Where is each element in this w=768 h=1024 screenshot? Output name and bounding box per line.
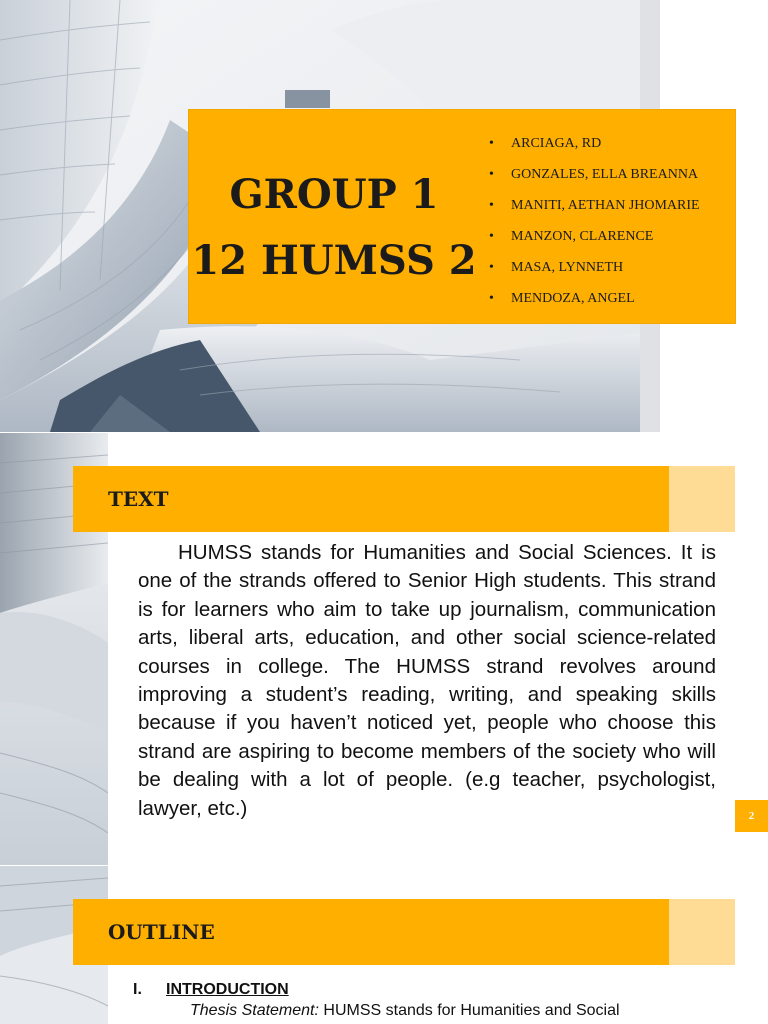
bullet-icon: • <box>489 167 494 182</box>
member-name: MANZON, CLARENCE <box>511 229 654 244</box>
section-banner <box>73 466 669 532</box>
member-name: MASA, LYNNETH <box>511 260 624 275</box>
member-name: MANITI, AETHAN JHOMARIE <box>511 198 700 213</box>
thesis-text: HUMSS stands for Humanities and Social <box>318 1002 620 1019</box>
list-item <box>489 221 700 252</box>
thesis-statement <box>190 1002 710 1020</box>
outline-number: I. <box>133 981 142 998</box>
title-slide <box>0 0 768 432</box>
bullet-icon: • <box>489 198 494 213</box>
member-name: MENDOZA, ANGEL <box>511 291 635 306</box>
list-item <box>489 159 700 190</box>
member-list <box>489 128 700 314</box>
section-title: TEXT <box>108 487 169 511</box>
group-title <box>189 162 479 294</box>
title-box <box>189 110 735 323</box>
list-item <box>489 128 700 159</box>
thesis-lead: Thesis Statement: <box>190 1002 319 1019</box>
bullet-icon: • <box>489 229 494 244</box>
bullet-icon: • <box>489 291 494 306</box>
list-item <box>489 190 700 221</box>
member-name: ARCIAGA, RD <box>511 136 602 151</box>
title-line-2: 12 HUMSS 2 <box>191 237 477 284</box>
banner-accent <box>669 899 735 965</box>
outline-item <box>133 981 289 999</box>
list-item <box>489 283 700 314</box>
page-number: 2 <box>735 800 768 832</box>
banner-accent <box>669 466 735 532</box>
outline-slide <box>0 866 768 1024</box>
bullet-icon: • <box>489 136 494 151</box>
body-paragraph: HUMSS stands for Humanities and Social Sciences. It is one of the strands offered to Senior High students. This strand is for learners who aim to take up journalism, communication arts, liberal arts, education, and other social science-related courses in college. The HUMSS strand revolves around improving a student’s reading, writing, and speaking skills because if you haven’t noticed yet, people who choose this strand are aspiring to become members of the society who will be dealing with a lot of people. (e.g teacher, psychologist, lawyer, etc.) <box>138 541 716 820</box>
text-slide <box>0 433 768 865</box>
section-title: OUTLINE <box>108 920 215 944</box>
list-item <box>489 252 700 283</box>
outline-label: INTRODUCTION <box>166 981 289 998</box>
section-banner <box>73 899 669 965</box>
bullet-icon: • <box>489 260 494 275</box>
member-name: GONZALES, ELLA BREANNA <box>511 167 699 182</box>
title-line-1: GROUP 1 <box>229 171 439 218</box>
